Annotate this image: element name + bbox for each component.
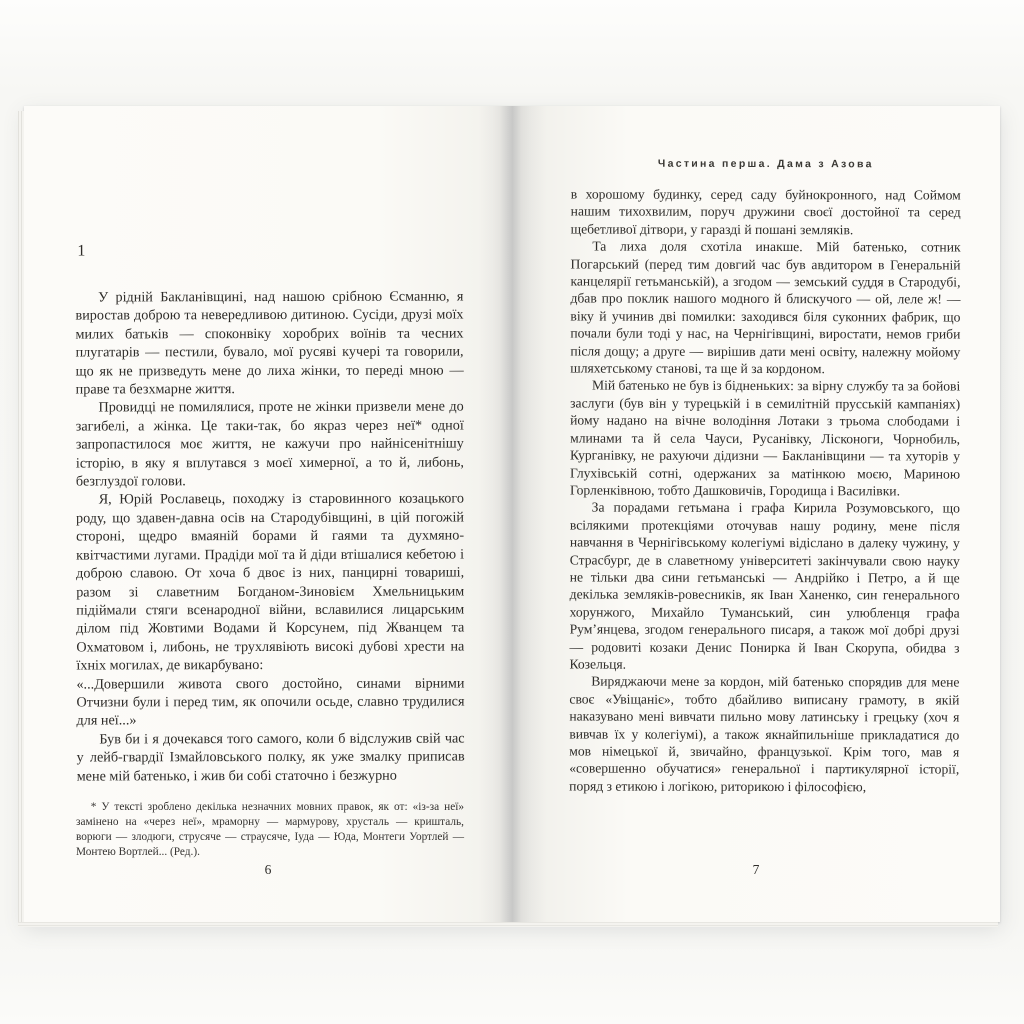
- editorial-footnote: * У тексті зроблено декілька незначних мовних правок, як от: «із-за неї» замінено на «через неї», мраморну — мармурову, хрусталь — кришталь, ворюги — злодюги, струсяче — страусяче, Іуда — Юда, Монтеги Уортлей — Монтею Вортлей... (Ред.).: [76, 801, 464, 858]
- left-page-number: 6: [264, 862, 272, 877]
- running-header: Частина перша. Дама з Азова: [657, 157, 874, 171]
- body-paragraph-continuation: в хорошому будинку, серед саду буйнокронного, над Соймом нашим тихохвилим, поруч дружини своєї достойної та серед щебетливої дітвори, у гаразді й пошані земляків.: [570, 186, 961, 238]
- chapter-number: 1: [77, 242, 86, 260]
- body-paragraph: За порадами гетьмана і графа Кирила Розумовського, що всілякими протекціями оточував нашу родину, мене після навчання в Чернігівському колегіумі відіслано в далеку чужину, у Страсбург, де в славетному університеті закінчували свою науку не тільки два сини гетьманські — Андрійко і Петро, а й ще декілька земляків-ровесників, як Іван Ханенко, син генерального хорунжого, Михайло Туманський, син улюбленця графа Рум’янцева, згодом генерального писаря, а також мої добрі друзі — родовиті козаки Денис Понирка й Іван Скорупа, обидва з Козельця.: [569, 499, 960, 672]
- body-paragraph: Був би і я дочекався того самого, коли б відслужив свій час у лейб-гвардії Ізмайловського полку, як уже змалку приписав мене мій батенько, і жив би собі статочно і безжурно: [76, 730, 465, 785]
- right-page: [512, 106, 1000, 922]
- body-paragraph: У рідній Бакланівщині, над нашою срібною Єсманню, я виростав доброю та невередливою дитиною. Сусіди, друзі моїх милих батьків — споконвіку хоробрих воїнів та чесних плугатарів — пестили, бувало, мої русяві кучері та говорили, що як не призведуть мене до лиха жінки, то переді мною — праве та безхмарне життя.: [75, 288, 464, 398]
- body-paragraph: Виряджаючи мене за кордон, мій батенько спорядив для мене своє «Увіщаніє», тобто дбайливо виписану грамоту, в якій наказувано мені вивчати пильно мову латинську і грецьку (хоч я вивчав їх у колегіумі), а також якнайпильніше прикладатися до мов німецької й, звичайно, французької. Крім того, мав я «совершенно обучатися» генеральної і партикулярної історії, поряд з етикою і логікою, риторикою і філософією,: [569, 673, 960, 795]
- left-page-text-block: [75, 241, 464, 785]
- book-spread: [24, 106, 1000, 922]
- epitaph-quote-paragraph: «...Довершили живота свого достойно, синами вірними Отчизни були і перед тим, як опочили осьде, славно трудилися для неї...»: [76, 675, 465, 729]
- body-paragraph: Мій батенько не був із бідненьких: за вірну службу та за бойові заслуги (був він у турецькій і в семилітній прусській кампаніях) йому надано на вічне володіння Лотаки з трьома слободами і млинами та й села Чауси, Русанівку, Лісконоги, Чорнобиль, Курганівку, не рахуючи дідизни — Бакланівщини — та хуторів у Глухівській сотні, одержаних за матінкою моєю, Мариною Горленківною, тобто Дашковичів, Городища і Василівки.: [569, 378, 961, 499]
- body-paragraph: Та лиха доля схотіла инакше. Мій батенько, сотник Погарський (перед тим довгий час був авдитором в Генеральній канцелярії гетьманській), а згодом — земський суддя в Стародубі, дбав про поклик нашого модного й блискучого — ой, леле ж! — віку й учинив дві помилки: заходився біля суконних фабрик, що почали були тоді у нас, на Чернігівщині, виростати, немов гриби після дощу; а друге — вирішив дати мені освіту, належну мойому шляхетському станові, та ще й за кордоном.: [570, 238, 961, 377]
- right-page-text-block: [569, 157, 961, 795]
- page-edges-bottom: [18, 922, 998, 927]
- body-paragraph: Провидці не помилялися, проте не жінки призвели мене до загибелі, а жінка. Це таки-так, бо якраз через неї* одної запропастилося моє життя, не кажучи про найнісенітнішу історію, в яку я вплутався з моєї химерної, а то й, либонь, безглуздої голови.: [75, 398, 464, 490]
- right-page-number: 7: [752, 862, 760, 877]
- left-page: [24, 106, 512, 922]
- body-paragraph: Я, Юрій Рославець, походжу із старовинного козацького роду, що здавен-давна осів на Стародубівщині, в цій погожій стороні, щедро вмаяній борами й гаями та духмяно-квітчастими лугами. Прадіди мої та й діди втішалися кебетою і доброю славою. От хоча б двоє із них, панцирні товариші, разом зі славетним Богданом-Зиновієм Хмельницьким підіймали стяги всенародної війни, вславилися лицарським ділом під Жовтими Водами й Корсунем, під Жванцем та Охматовом і, либонь, не трухлявіють високі дубові хрести на їхніх могилах, де викарбувано:: [75, 490, 465, 674]
